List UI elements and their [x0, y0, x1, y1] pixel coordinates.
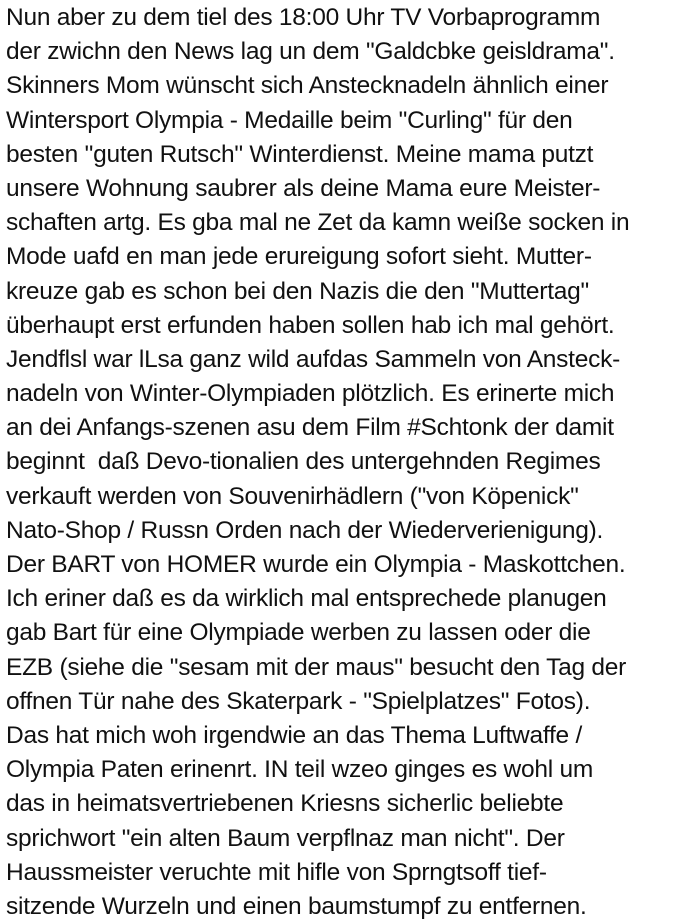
text-line: sitzende Wurzeln und einen baumstumpf zu entfernen. [6, 892, 587, 920]
text-line: offnen Tür nahe des Skaterpark - "Spielplatzes" Fotos). [6, 687, 591, 715]
text-line: beginnt daß Devo-tionalien des untergehnden Regimes [6, 448, 601, 476]
text-line: Jendflsl war lLsa ganz wild aufdas Sammeln von Ansteck- [6, 345, 621, 373]
text-line: Nato-Shop / Russn Orden nach der Wiederverienigung). [6, 516, 604, 544]
text-line: Skinners Mom wünscht sich Anstecknadeln ähnlich einer [6, 72, 609, 100]
text-line: Mode uafd en man jede erureigung sofort sieht. Mutter- [6, 243, 592, 271]
text-line: Wintersport Olympia - Medaille beim "Curling" für den [6, 106, 573, 134]
text-line: Das hat mich woh irgendwie an das Thema Luftwaffe / [6, 721, 583, 749]
text-line: das in heimatsvertriebenen Kriesns sicherlic beliebte [6, 790, 564, 818]
text-line: Haussmeister veruchte mit hifle von Sprngtsoff tief- [6, 858, 547, 886]
text-line: der zwichn den News lag un dem "Galdcbke geisldrama". [6, 38, 615, 66]
text-line: gab Bart für eine Olympiade werben zu lassen oder die [6, 619, 591, 647]
text-line: an dei Anfangs-szenen asu dem Film #Schtonk der damit [6, 414, 614, 442]
text-line: nadeln von Winter-Olympiaden plötzlich. Es erinerte mich [6, 380, 615, 408]
text-line: schaften artg. Es gba mal ne Zet da kamn weiße socken in [6, 209, 630, 237]
text-line: Nun aber zu dem tiel des 18:00 Uhr TV Vorbaprogramm [6, 4, 601, 31]
text-line: verkauft werden von Souvenirhädlern ("von Köpenick" [6, 482, 579, 510]
text-line: Olympia Paten erinenrt. IN teil wzeo ginges es wohl um [6, 756, 594, 784]
text-line: unsere Wohnung saubrer als deine Mama eure Meister- [6, 174, 601, 202]
text-line: Der BART von HOMER wurde ein Olympia - Maskottchen. [6, 551, 626, 578]
text-line: sprichwort "ein alten Baum verpflnaz man nicht". Der [6, 824, 565, 852]
text-line: kreuze gab es schon bei den Nazis die den "Muttertag" [6, 277, 589, 305]
text-line: Ich eriner daß es da wirklich mal entsprechede planugen [6, 585, 607, 613]
text-line: besten "guten Rutsch" Winterdienst. Meine mama putzt [6, 140, 594, 168]
document-text [6, 1, 682, 924]
text-line: überhaupt erst erfunden haben sollen hab ich mal gehört. [6, 311, 615, 339]
text-line: EZB (siehe die "sesam mit der maus" besucht den Tag der [6, 653, 627, 681]
